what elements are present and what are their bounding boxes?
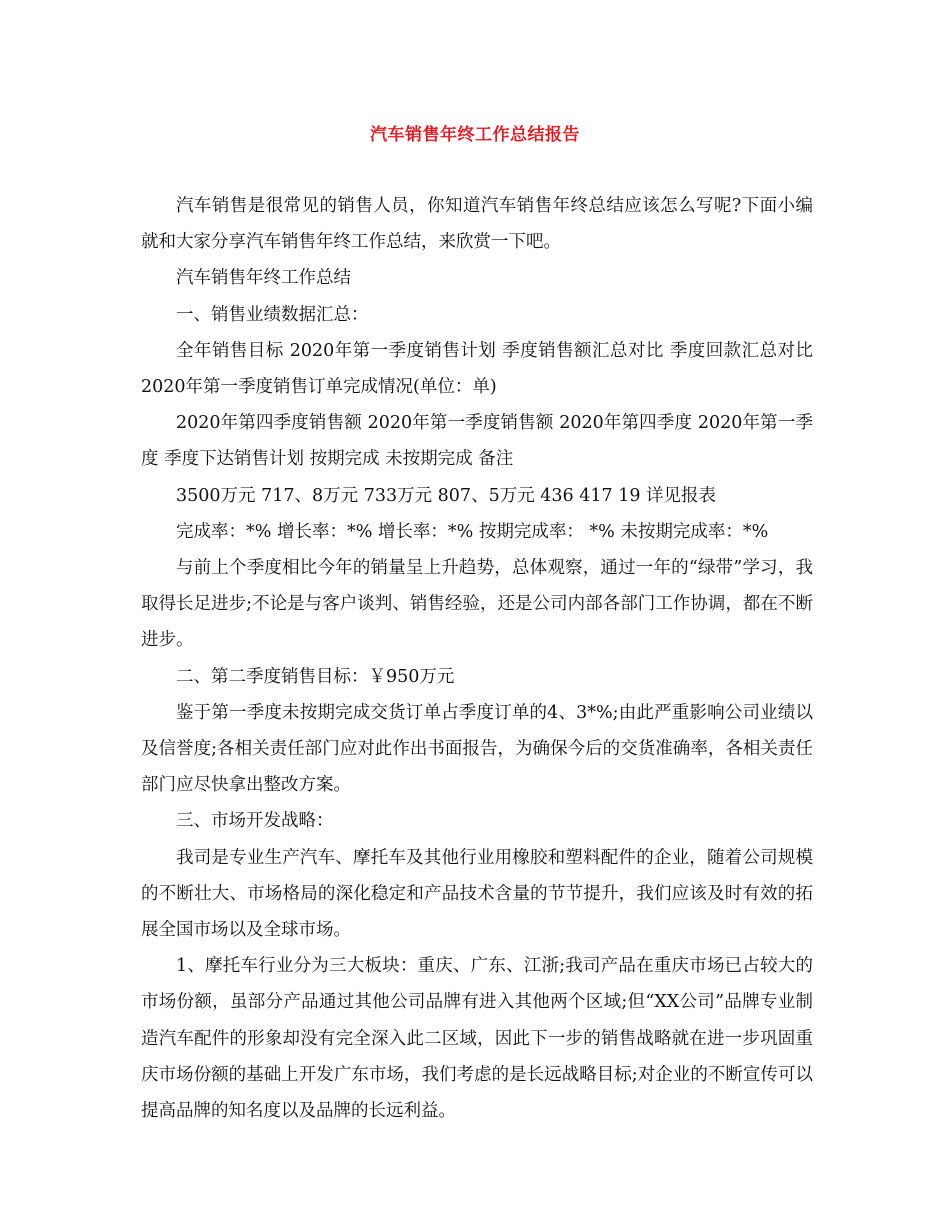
section-heading-summary: 汽车销售年终工作总结 bbox=[176, 268, 351, 289]
sales-table-values-row: 3500万元 717、8万元 733万元 807、5万元 436 417 19 详见报表 bbox=[176, 485, 717, 506]
delivery-paragraph: 鉴于第一季度未按期完成交货订单占季度订单的4、3*%;由此严重影响公司业绩以及信誉度;各相关责任部门应对此作出书面报告，为确保今后的交货准确率，各相关责任部门应尽快拿出整改方案。 bbox=[141, 702, 813, 796]
document-title: 汽车销售年终工作总结报告 bbox=[370, 125, 580, 145]
document-body bbox=[141, 188, 813, 1129]
section-heading-market-strategy: 三、市场开发战略： bbox=[176, 811, 334, 832]
section-heading-sales-data: 一、销售业绩数据汇总： bbox=[176, 304, 369, 325]
intro-paragraph: 汽车销售是很常见的销售人员，你知道汽车销售年终总结应该怎么写呢?下面小编就和大家分享汽车销售年终工作总结，来欣赏一下吧。 bbox=[141, 196, 813, 253]
sales-table-header-row-2: 2020年第四季度销售额 2020年第一季度销售额 2020年第四季度 2020年第一季度 季度下达销售计划 按期完成 未按期完成 备注 bbox=[141, 413, 813, 470]
company-paragraph: 我司是专业生产汽车、摩托车及其他行业用橡胶和塑料配件的企业，随着公司规模的不断壮大、市场格局的深化稳定和产品技术含量的节节提升，我们应该及时有效的拓展全国市场以及全球市场。 bbox=[141, 847, 813, 941]
section-heading-q2-target: 二、第二季度销售目标：￥950万元 bbox=[176, 666, 455, 687]
trend-paragraph: 与前上个季度相比今年的销量呈上升趋势，总体观察，通过一年的“绿带”学习，我取得长足进步;不论是与客户谈判、销售经验，还是公司内部各部门工作协调，都在不断进步。 bbox=[141, 558, 813, 651]
motorcycle-market-paragraph: 1、摩托车行业分为三大板块：重庆、广东、江浙;我司产品在重庆市场已占较大的市场份额，虽部分产品通过其他公司品牌有进入其他两个区域;但“XX公司”品牌专业制造汽车配件的形象却没有完全深入此二区域，因此下一步的销售战略就在进一步巩固重庆市场份额的基础上开发广东市场，我们考虑的是长远战略目标;对企业的不断宣传可以提高品牌的知名度以及品牌的长远利益。 bbox=[141, 956, 813, 1122]
sales-table-rates-row: 完成率：*% 增长率：*% 增长率：*% 按期完成率： *% 未按期完成率：*% bbox=[176, 521, 769, 542]
sales-table-header-row-1: 全年销售目标 2020年第一季度销售计划 季度销售额汇总对比 季度回款汇总对比 2020年第一季度销售订单完成情况(单位：单) bbox=[141, 340, 813, 398]
